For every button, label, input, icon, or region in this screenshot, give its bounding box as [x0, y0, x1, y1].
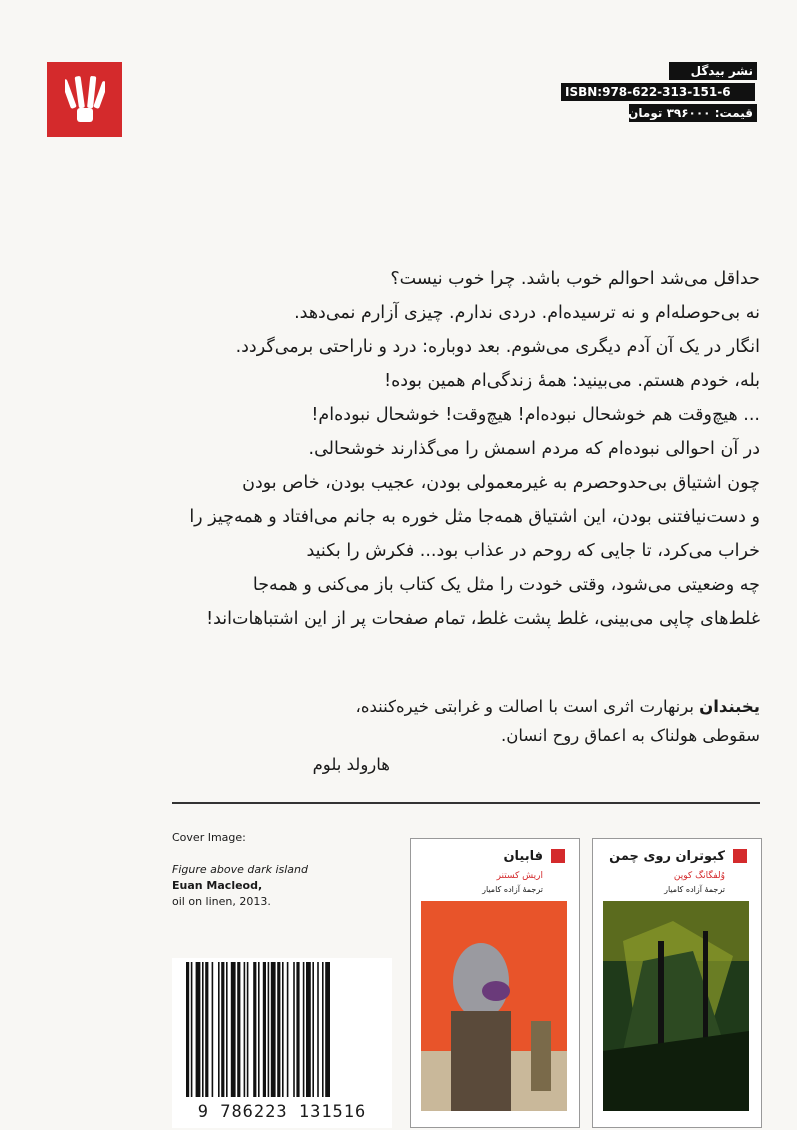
- excerpt-text: [189, 262, 760, 636]
- excerpt-line: انگار در یک آن آدم دیگری می‌شوم. بعد دوباره: درد و ناراحتی برمی‌گردد.: [235, 337, 760, 357]
- quote-author: هارولد بلوم: [312, 755, 390, 774]
- cover-credit: [172, 830, 308, 910]
- book-cover-right: [592, 838, 762, 1128]
- quote-book-title: یخبندان: [699, 697, 760, 716]
- mini-publisher-logo: [733, 849, 747, 863]
- book-translator: ترجمهٔ آزاده کامیار: [664, 885, 725, 894]
- cover-art-image: [603, 901, 749, 1111]
- excerpt-line: چون اشتیاق بی‌حدوحصرم به غیرمعمولی بودن، عجیب بودن، خاص بودن: [242, 473, 760, 493]
- review-quote: [170, 692, 760, 779]
- publisher-label: نشر بیدگل: [669, 62, 757, 80]
- book-fan-icon: [65, 74, 105, 126]
- excerpt-line: چه وضعیتی می‌شود، وقتی خودت را مثل یک کتاب باز می‌کنی و همه‌جا: [252, 575, 760, 595]
- quote-line-2: سقوطی هولناک به اعماق روح انسان.: [501, 726, 760, 745]
- isbn-label: ISBN:978-622-313-151-6: [561, 83, 755, 101]
- excerpt-line: و دست‌نیافتنی بودن، این اشتیاق همه‌جا مثل خوره به جانم می‌افتاد و همه‌چیز را: [189, 507, 760, 527]
- info-box: [565, 62, 757, 125]
- book-title: کبوتران روی چمن: [609, 849, 725, 864]
- cover-art-image: [421, 901, 567, 1111]
- book-translator: ترجمهٔ آزاده کامیار: [482, 885, 543, 894]
- book-cover-left: [410, 838, 580, 1128]
- excerpt-line: ... هیچ‌وقت هم خوشحال نبوده‌ام! هیچ‌وقت! خوشحال نبوده‌ام!: [311, 405, 760, 425]
- price-label: قیمت: ۳۹۶۰۰۰ تومان: [629, 104, 757, 122]
- barcode-bars: [186, 962, 378, 1097]
- excerpt-line: بله، خودم هستم. می‌بینید: همهٔ زندگی‌ام همین بوده!: [384, 371, 760, 391]
- credit-medium: oil on linen, 2013.: [172, 895, 271, 908]
- publisher-logo: [47, 62, 122, 137]
- excerpt-line: حداقل می‌شد احوالم خوب باشد. چرا خوب نیست؟: [390, 269, 760, 289]
- quote-line-1: [170, 692, 760, 721]
- excerpt-line: در آن احوالی نبوده‌ام که مردم اسمش را می‌گذارند خوشحالی.: [308, 439, 760, 459]
- excerpt-line: خراب می‌کرد، تا جایی که روحم در عذاب بود... فکرش را بکنید: [306, 541, 760, 561]
- book-title: فابیان: [503, 849, 543, 864]
- divider: [172, 802, 760, 804]
- credit-title: Figure above dark island: [172, 863, 309, 876]
- excerpt-line: نه بی‌حوصله‌ام و نه ترسیده‌ام. دردی ندارم. چیزی آزارم نمی‌دهد.: [294, 303, 760, 323]
- credit-label: Cover Image:: [172, 831, 246, 844]
- quote-text: برنهارت اثری است با اصالت و غرابتی خیره‌کننده،: [355, 697, 700, 716]
- mini-publisher-logo: [551, 849, 565, 863]
- book-author: وُلفگانگ کوپن: [673, 871, 725, 881]
- barcode-digits: 9 786223 131516: [197, 1102, 367, 1122]
- book-author: اریش کستنر: [496, 871, 543, 881]
- barcode: [172, 958, 392, 1128]
- excerpt-line: غلط‌های چاپی می‌بینی، غلط پشت غلط، تمام صفحات پر از این اشتباهات‌اند!: [206, 609, 760, 629]
- credit-artist: Euan Macleod,: [172, 879, 263, 892]
